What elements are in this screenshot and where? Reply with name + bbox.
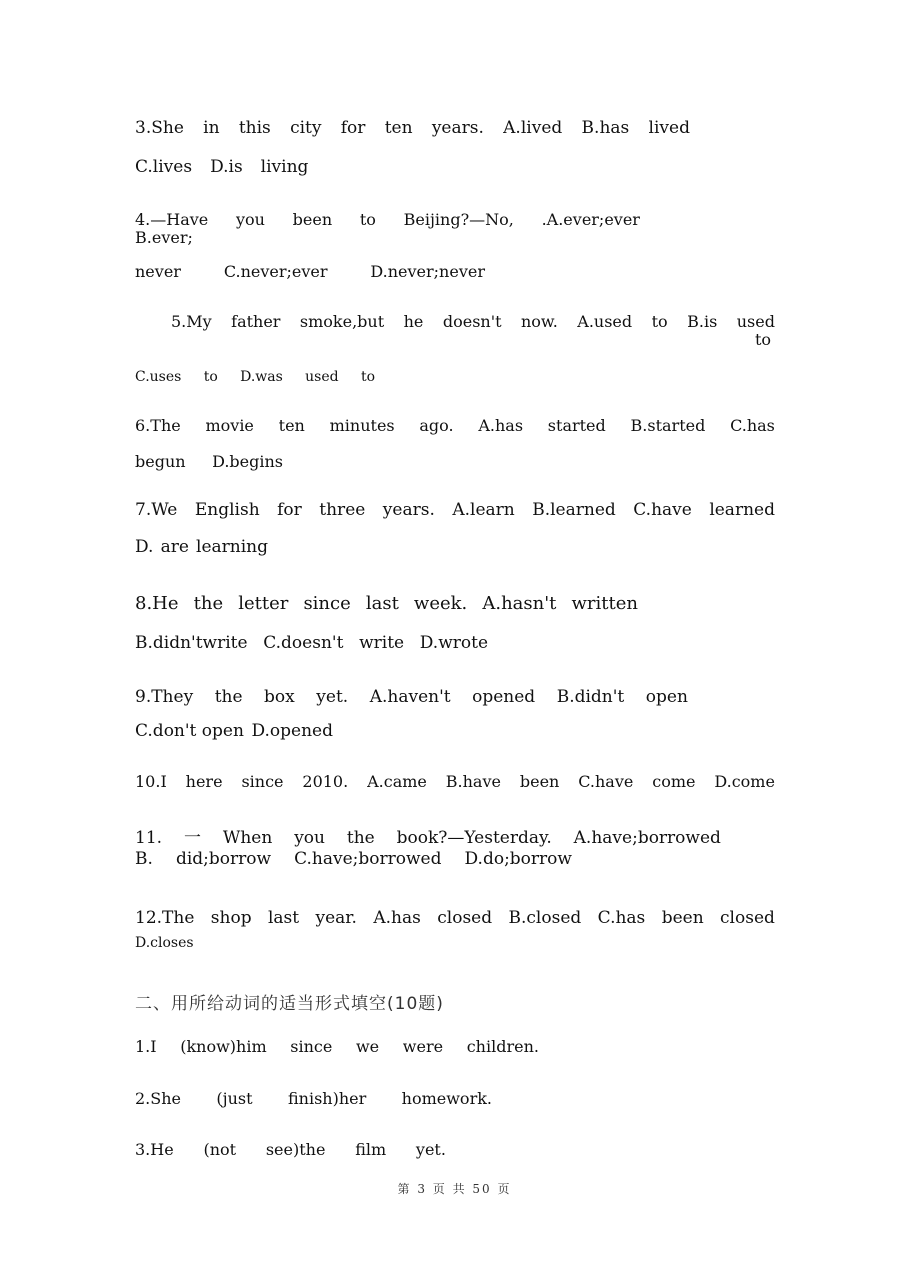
word: been xyxy=(292,210,333,229)
word: we xyxy=(355,1037,380,1056)
word: 一 xyxy=(183,828,201,848)
word: last xyxy=(365,593,399,614)
word: D.is xyxy=(210,157,243,177)
word: A.have;borrowed xyxy=(573,828,721,848)
word: shop xyxy=(210,908,252,928)
word: 10.I xyxy=(135,772,167,791)
question-11-line xyxy=(135,849,572,869)
question-7-line xyxy=(135,537,268,557)
word: opened xyxy=(472,687,536,707)
word: D.wrote xyxy=(419,633,488,653)
question-11-line xyxy=(135,823,721,848)
word: D.closes xyxy=(135,935,194,951)
word: he xyxy=(403,312,424,331)
fill-question-2 xyxy=(135,1089,492,1108)
word: did;borrow xyxy=(175,849,272,869)
question-3-line xyxy=(135,157,309,177)
word: city xyxy=(290,118,322,138)
word: lived xyxy=(648,118,690,138)
word: Beijing?—No, xyxy=(403,210,514,229)
question-4-line xyxy=(135,228,195,247)
question-3-line xyxy=(135,118,690,138)
question-12-line xyxy=(135,935,195,951)
word: B.ever; xyxy=(135,228,193,247)
word: learning xyxy=(196,537,268,557)
word: 12.The xyxy=(135,908,195,928)
word: ten xyxy=(278,416,305,435)
word: open xyxy=(645,687,688,707)
question-4-line xyxy=(135,262,485,281)
word: children. xyxy=(466,1037,539,1056)
word: the xyxy=(346,828,375,848)
word: this xyxy=(238,118,271,138)
word: living xyxy=(260,157,309,177)
word: A.hasn't xyxy=(482,593,557,614)
word: ago. xyxy=(419,416,454,435)
question-8-line xyxy=(135,633,488,653)
word: here xyxy=(185,772,223,791)
word: A.used xyxy=(577,312,633,331)
word: are xyxy=(160,537,189,557)
word: used xyxy=(736,312,775,331)
word: father xyxy=(231,312,281,331)
word: closed xyxy=(437,908,493,928)
word: C.has xyxy=(730,416,775,435)
word: three xyxy=(319,500,366,520)
word: D. xyxy=(135,537,154,557)
word: film xyxy=(355,1140,387,1159)
word: written xyxy=(571,593,638,614)
word: B. xyxy=(135,849,153,869)
word: D.do;borrow xyxy=(464,849,572,869)
question-6-line xyxy=(135,416,775,435)
word: to xyxy=(359,210,376,229)
word: English xyxy=(194,500,260,520)
word: D.begins xyxy=(212,452,283,471)
word: B.have xyxy=(445,772,501,791)
word: C.doesn't xyxy=(263,633,344,653)
question-9-line xyxy=(135,721,333,741)
question-9-line xyxy=(135,687,688,707)
fill-question-3 xyxy=(135,1140,446,1159)
word: A.has xyxy=(478,416,524,435)
word: A.came xyxy=(367,772,427,791)
word: box xyxy=(264,687,295,707)
question-5-line xyxy=(135,369,375,385)
word: since xyxy=(303,593,351,614)
word: years. xyxy=(431,118,484,138)
word: been xyxy=(519,772,560,791)
word: C.don't open xyxy=(135,721,244,741)
word: homework. xyxy=(401,1089,492,1108)
word: doesn't xyxy=(442,312,502,331)
word: were xyxy=(402,1037,444,1056)
word: the xyxy=(193,593,224,614)
word: now. xyxy=(520,312,558,331)
word: 3.She xyxy=(135,118,184,138)
word: come xyxy=(652,772,696,791)
word: 2010. xyxy=(302,772,349,791)
question-12-line xyxy=(135,908,775,928)
word: .A.ever;ever xyxy=(541,210,640,229)
word: 8.He xyxy=(135,593,179,614)
word: used xyxy=(305,369,339,385)
word: begun xyxy=(135,452,186,471)
word: A.has xyxy=(373,908,421,928)
word: B.learned xyxy=(532,500,616,520)
word: C.have xyxy=(633,500,692,520)
word: in xyxy=(203,118,220,138)
word: A.haven't xyxy=(369,687,451,707)
word: D.come xyxy=(714,772,775,791)
word: minutes xyxy=(329,416,395,435)
word: for xyxy=(340,118,366,138)
word: 11. xyxy=(135,828,163,848)
word: for xyxy=(277,500,302,520)
word: ten xyxy=(384,118,413,138)
word: week. xyxy=(413,593,468,614)
word: (know)him xyxy=(180,1037,267,1056)
word: C.have xyxy=(578,772,634,791)
word: C.has xyxy=(597,908,646,928)
question-10-line xyxy=(135,772,775,791)
word: 4.—Have xyxy=(135,210,209,229)
page-footer: 第 3 页 共 50 页 xyxy=(397,1182,512,1196)
word: 9.They xyxy=(135,687,194,707)
word: smoke,but xyxy=(299,312,385,331)
word: 2.She xyxy=(135,1089,181,1108)
word: year. xyxy=(315,908,357,928)
word: finish)her xyxy=(287,1089,367,1108)
word: B.has xyxy=(581,118,630,138)
word: 1.I xyxy=(135,1037,157,1056)
word: (just xyxy=(216,1089,253,1108)
word: started xyxy=(547,416,606,435)
word: 3.He xyxy=(135,1140,174,1159)
word: to xyxy=(203,369,218,385)
word: B.closed xyxy=(508,908,582,928)
word: letter xyxy=(238,593,289,614)
word: yet. xyxy=(415,1140,446,1159)
question-6-line xyxy=(135,452,283,471)
word: B.started xyxy=(630,416,706,435)
word: A.learn xyxy=(452,500,515,520)
question-4-line xyxy=(135,210,640,229)
word: A.lived xyxy=(503,118,563,138)
word: 5.My xyxy=(171,312,212,331)
word: (not xyxy=(203,1140,237,1159)
word: you xyxy=(235,210,265,229)
word: last xyxy=(267,908,300,928)
word: B.is xyxy=(687,312,718,331)
word: since xyxy=(241,772,284,791)
question-5-line xyxy=(171,312,775,331)
word: D.was xyxy=(240,369,283,385)
word: 6.The xyxy=(135,416,181,435)
word: movie xyxy=(205,416,254,435)
word: to xyxy=(360,369,375,385)
question-5-line xyxy=(755,330,775,349)
word: B.didn'twrite xyxy=(135,633,248,653)
word: to xyxy=(651,312,668,331)
section-heading: 二、用所给动词的适当形式填空(10题) xyxy=(135,994,444,1014)
word: 7.We xyxy=(135,500,178,520)
word: C.uses xyxy=(135,369,182,385)
word: learned xyxy=(709,500,775,520)
word: you xyxy=(294,828,325,848)
fill-question-1 xyxy=(135,1037,539,1056)
word: C.lives xyxy=(135,157,193,177)
word: book?—Yesterday. xyxy=(396,828,552,848)
word: C.never;ever xyxy=(223,262,328,281)
question-7-line xyxy=(135,500,775,520)
word: B.didn't xyxy=(556,687,625,707)
word: the xyxy=(214,687,243,707)
word: C.have;borrowed xyxy=(294,849,442,869)
word: since xyxy=(290,1037,333,1056)
word: see)the xyxy=(265,1140,326,1159)
word: to xyxy=(755,330,772,349)
word: been xyxy=(661,908,704,928)
word: D.opened xyxy=(251,721,333,741)
word: When xyxy=(222,828,273,848)
word: never xyxy=(135,262,181,281)
word: closed xyxy=(720,908,775,928)
word: years. xyxy=(382,500,435,520)
word: D.never;never xyxy=(370,262,485,281)
word: write xyxy=(359,633,405,653)
word: yet. xyxy=(316,687,349,707)
question-8-line xyxy=(135,593,638,614)
